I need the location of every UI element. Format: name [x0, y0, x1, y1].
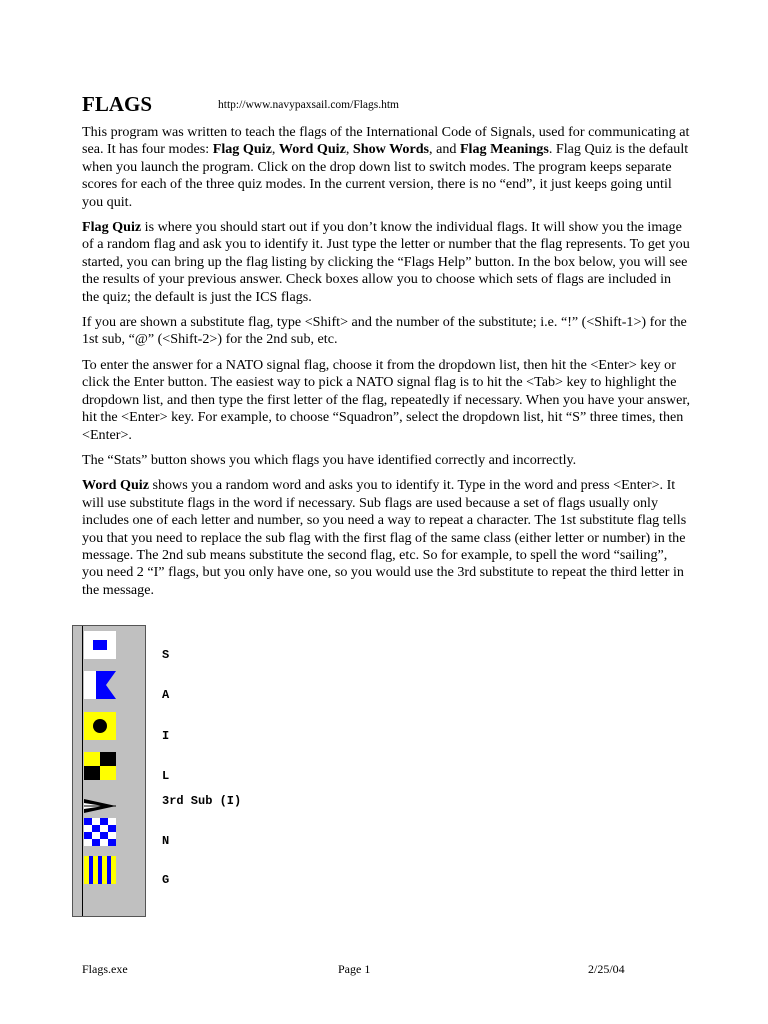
flag-a-icon: [84, 671, 116, 699]
flag-quiz-paragraph: [82, 219, 690, 306]
nato-paragraph: To enter the answer for a NATO signal flag, choose it from the dropdown list, then hit the <Enter> key or click the Enter button. The easiest way to pick a NATO signal flag is to hit the <Tab> key to highlight the dropdown list, and then type the first letter of the flag, repeatedly if necessary. When you have your answer, hit the <Enter> key. For example, to choose “Squadron”, select the dropdown list, hit “S” three times, then <Enter>.: [82, 356, 691, 443]
page-title: FLAGS: [82, 92, 153, 116]
flag-label-s: S: [162, 648, 170, 662]
flag-quiz-text: is where you should start out if you don’t know the individual flags. It will show you the image of a random flag and ask you to identify it. Just type the letter or number that the flag represents. To get you started, you can bring up the flag listing by clicking the “Flags Help” button. In the box below, you will see the results of your previous answer. Check boxes allow you to choose which sets of flags are included in the quiz; the default is just the ICS flags.: [82, 219, 690, 305]
flag-i-icon: [84, 712, 116, 740]
mode-word-quiz: Word Quiz: [278, 141, 346, 158]
flag-label-n: N: [162, 834, 170, 848]
intro-text: This program was written to teach the flags of the International Code of Signals, used for communicating at sea. It has four modes:: [82, 124, 690, 158]
flag-label-3rd-sub: 3rd Sub (I): [162, 794, 242, 808]
separator: , and: [429, 141, 460, 158]
footer-date: 2/25/04: [588, 962, 625, 976]
stats-paragraph: The “Stats” button shows you which flags you have identified correctly and incorrectly.: [82, 451, 577, 468]
intro-paragraph: [82, 124, 690, 211]
flag-g-icon: [84, 856, 116, 884]
intro-text-end: . Flag Quiz is the default when you launch the program. Click on the drop down list to switch modes. The program keeps separate scores for each of the three quiz modes. In the current version, there is no “end”, it just keeps going until you quit.: [82, 141, 689, 210]
word-quiz-text: shows you a random word and asks you to identify it. Type in the word and press <Enter>. It will use substitute flags in the word if necessary. Sub flags are used because a set of flags usually only includes one of each letter and number, so you need a way to repeat a character. The 1st substitute flag tells you that you need to replace the sub flag with the first flag of the same class (either letter or number) in the message. The 2nd sub means substitute the second flag, etc. So for example, to spell the word “sailing”, you need 2 “I” flags, but you only have one, so you would use the 3rd substitute to repeat the third letter in the message.: [82, 477, 687, 598]
source-url: http://www.navypaxsail.com/Flags.htm: [218, 99, 400, 111]
word-quiz-paragraph: [82, 477, 690, 599]
flag-n-icon: [84, 818, 116, 846]
footer-page-number: Page 1: [338, 962, 371, 976]
flag-3rd-sub-icon: [84, 792, 116, 820]
substitute-paragraph: If you are shown a substitute flag, type <Shift> and the number of the substitute; i.e. “!” (<Shift-1>) for the 1st sub, “@” (<Shift-2>) for the 2nd sub, etc.: [82, 314, 687, 348]
mode-flag-quiz: Flag Quiz: [212, 141, 272, 158]
separator: ,: [345, 141, 353, 158]
flagpole: [82, 626, 83, 916]
flag-label-i: I: [162, 729, 170, 743]
flag-quiz-term: Flag Quiz: [82, 219, 142, 236]
footer-filename: Flags.exe: [82, 962, 128, 976]
flag-label-g: G: [162, 873, 170, 887]
mode-flag-meanings: Flag Meanings: [459, 141, 549, 158]
flag-example-panel: [72, 625, 146, 917]
document-body: [82, 124, 690, 607]
flag-l-icon: [84, 752, 116, 780]
flag-label-a: A: [162, 688, 170, 702]
word-quiz-term: Word Quiz: [82, 477, 149, 494]
flag-s-icon: [84, 631, 116, 659]
flag-label-l: L: [162, 769, 170, 783]
separator: ,: [271, 141, 279, 158]
mode-show-words: Show Words: [352, 141, 430, 158]
